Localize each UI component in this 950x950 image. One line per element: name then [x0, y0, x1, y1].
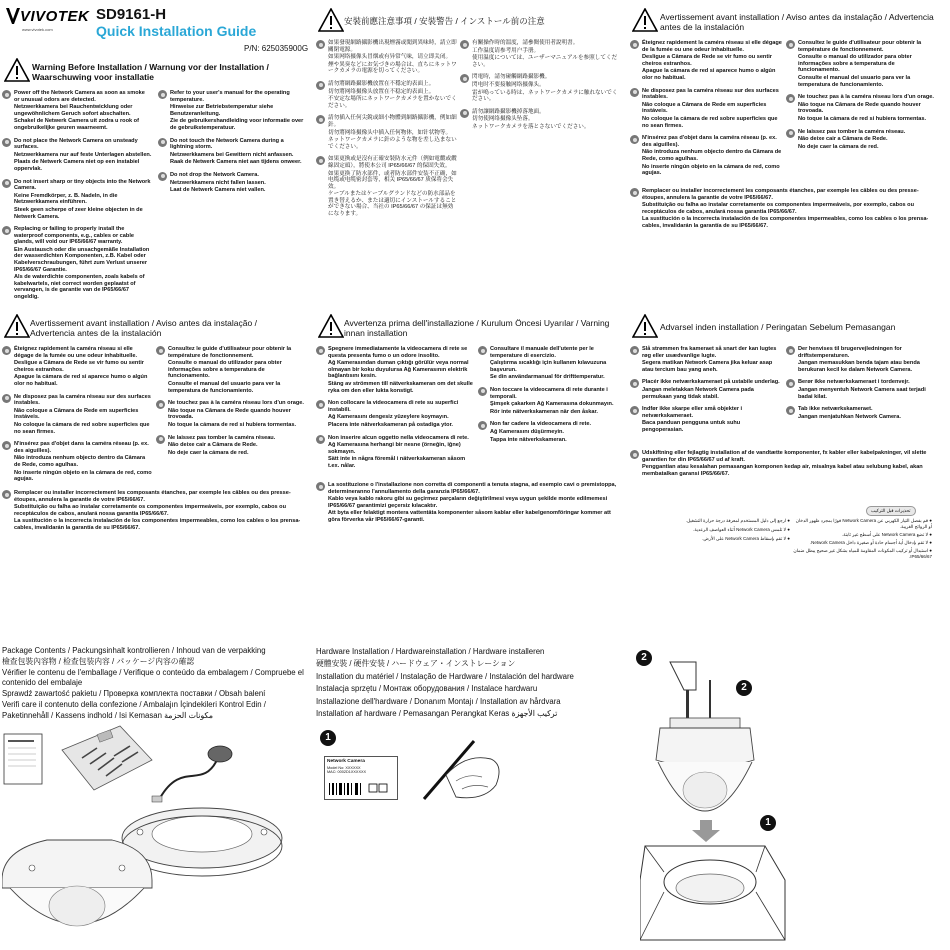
warning-text: Consultez le guide d'utilisateur pour obtenir la température de fonctionnement.: [168, 346, 292, 359]
p6-full-col: [630, 450, 936, 483]
warning-item: [2, 394, 152, 436]
bullet-icon: [2, 346, 11, 355]
warning-text: Não deixe cair a Câmara de Rede.: [168, 442, 258, 449]
heading-line: Installazione dell'hardware / Donanım Montajı / Installation av hårdvara: [316, 696, 561, 706]
warning-item: [2, 490, 306, 532]
bullet-icon: [2, 441, 11, 450]
warning-item: [786, 406, 936, 420]
warning-text: 如果网络摄像头冒烟或有异常气味，请立即关闭。: [328, 54, 452, 61]
warning-item: [630, 379, 782, 400]
warning-text: Berør ikke netværkskameraet i tordenvejr.: [798, 379, 910, 386]
warning-icon: [632, 314, 658, 338]
warning-text: Kablo veya kablo rakoru gibi su geçirmez parçaların değiştirilmesi veya uygun şekilde monte edilmemesi IP65/66/67 garantimizi geçersiz kılacaktır.: [328, 496, 608, 509]
bullet-icon: [460, 109, 469, 118]
warning-text: Non far cadere la videocamera di rete.: [490, 421, 592, 428]
warning-text: No inserte ningún objeto en la cámara de red, como agujas.: [642, 163, 780, 177]
warning-text: 請勿將網路攝影機放置在不穩定的表面上。: [328, 80, 435, 87]
bullet-icon: [786, 40, 795, 49]
p5-full-col: [316, 482, 620, 530]
warning-text: Do not drop the Network Camera.: [170, 171, 259, 178]
bullet-icon: [156, 346, 165, 355]
warning-text: No coloque la cámara de red sobre superficies que no sean firmes.: [14, 421, 150, 435]
p5-title: Avvertenza prima dell'installazione / Kurulum Öncesi Uyarılar / Varning innan installation: [344, 318, 610, 338]
hand-writing-pen-illustration: [416, 735, 506, 805]
warning-item: [156, 400, 306, 428]
warning-text: Ne laissez pas tomber la caméra réseau.: [168, 434, 276, 441]
warning-text: Jangan memasukkan benda tajam atau benda berukuran kecil ke dalam Network Camera.: [798, 360, 920, 373]
warning-text: 使用温度については、ユーザーマニュアルを参照してください。: [472, 55, 618, 68]
logo-text: VIVOTEK: [20, 8, 90, 25]
warning-text: Jangan menyentuh Network Camera saat terjadi badai kilat.: [798, 386, 926, 400]
p6-left-col: [630, 346, 782, 440]
warning-text: Remplacer ou installer incorrectement les composants étanches, par exemple les câbles ou des presse-étoupes, annulera la garantie de votre IP65/66/67.: [14, 490, 291, 503]
warning-text: 閃电时不要接触网络摄像头。: [472, 81, 545, 88]
bullet-icon: [316, 40, 325, 49]
warning-item: [478, 421, 618, 443]
warning-item: [158, 90, 306, 132]
warning-text: Consulte el manual del usuario para ver la temperatura de funcionamiento.: [168, 380, 281, 394]
p1-title: Warning Before Installation / Warnung vor der Installation / Waarschuwing voor installatie: [32, 62, 269, 82]
warning-item: [316, 81, 458, 109]
warning-item: [630, 406, 782, 433]
heading-line: Installation af hardware / Pemasangan Perangkat Keras تركيب الأجهزة: [316, 709, 558, 719]
warning-text: 切勿將网络摄像头中插入任何物体，如针状物等。: [328, 129, 452, 136]
bullet-icon: [316, 81, 325, 90]
warning-text: 工作温度请参考用户手册。: [472, 47, 540, 54]
heading-line: Installation du matériel / Instalação de Hardware / Instalación del hardware: [316, 671, 574, 681]
warning-text: Remplacer ou installer incorrectement les composants étanches, par exemple les câbles ou des presse-étoupes, annulera la garantie de votre IP65/66/67.: [642, 188, 919, 201]
bullet-icon: [630, 406, 639, 415]
bullet-icon: [156, 435, 165, 444]
warning-text: Çalıştırma sıcaklığı için kullanım kılavuzuna başvurun.: [490, 360, 607, 373]
p1-right-col: [158, 90, 306, 200]
warning-item: [156, 435, 306, 457]
warning-text: N'insérez pas d'objet dans la caméra réseau (p. ex. des aiguilles).: [14, 441, 149, 454]
bullet-icon: [316, 400, 325, 409]
bullet-icon: [316, 156, 325, 165]
warning-text: Consulte el manual del usuario para ver la temperatura de funcionamiento.: [798, 74, 911, 88]
warning-text: Ne laissez pas tomber la caméra réseau.: [798, 128, 906, 135]
p3-right-col: [786, 40, 936, 156]
warning-text: Att byta eller felaktigt montera vattentäta komponenter såsom kablar eller kabelgenomföringar kommer att göra förverka vår IP65/66/67-garanti.: [328, 510, 611, 523]
warning-text: Plaats de Netwerk Camera niet op een instabiel oppervlak.: [14, 159, 140, 172]
p3-title: Avertissement avant installation / Aviso antes da instalação / Advertencia antes de la instalación: [660, 12, 934, 32]
warning-item: [158, 172, 306, 194]
warning-item: [630, 135, 782, 177]
warning-text: Não toque na Câmara de Rede quando houver trovoada.: [798, 101, 921, 115]
warning-text: Ağ Kamerasını dengesiz yüzeylere koymayın.: [328, 414, 449, 421]
step-1-badge-panel9: 1: [760, 815, 776, 831]
warning-text: Spegnere immediatamente la videocamera di rete se questa presenta fumo o un odore insolito.: [328, 346, 468, 359]
warning-item: [2, 226, 152, 301]
warning-text: Zie de gebruikershandleiding voor informatie over de gebruikstemperatuur.: [170, 118, 304, 131]
warning-icon: [4, 314, 30, 338]
warning-item: [316, 40, 458, 75]
warning-text: Netzwerkkamera bei Gewittern nicht anfassen.: [170, 151, 294, 158]
warning-text: 不安定な場所にネットワークカメラを置かないでください。: [328, 96, 457, 109]
warning-text: 請勿讓網路攝影機掉落地面。: [472, 108, 545, 115]
arabic-warnings-left: [650, 518, 790, 545]
warning-text: Ein Austausch oder die unsachgemäße Installation der wasserdichten Komponenten, z.B. Kabel oder Kabelverschraubungen, führt zum Verlust unserer IP65/66/67 Garantie.: [14, 246, 150, 273]
arabic-warning-line: ● لا تضع Network Camera على أسطح غير ثابتة.: [842, 532, 932, 537]
warning-icon: [318, 8, 344, 32]
warning-text: No deje caer la cámara de red.: [798, 143, 879, 150]
warning-item: [478, 346, 618, 381]
heading-line: Package Contents / Packungsinhalt kontrollieren / Inhoud van de verpakking: [2, 646, 266, 655]
bullet-icon: [786, 346, 795, 355]
bullet-icon: [478, 421, 487, 430]
product-label: [324, 756, 398, 800]
warning-item: [460, 40, 618, 68]
bullet-icon: [786, 129, 795, 138]
bullet-icon: [478, 387, 487, 396]
warning-item: [786, 94, 936, 122]
warning-text: Replacing or failing to properly install the waterproof components, e.g., cables or cable glands, will void our IP65/66/67 warranty.: [14, 226, 134, 246]
arabic-warnings-right: [792, 518, 932, 562]
warning-item: [316, 115, 458, 150]
bullet-icon: [2, 226, 11, 235]
warning-text: Ne touchez pas à la caméra réseau lors d'un orage.: [798, 94, 934, 101]
heading-line: 檢查包裝內容物 / 检查包装内容 / パッケージ内容の確認: [2, 656, 195, 666]
warning-text: Ağ Kamerasından duman çıktığı görülür veya normal olmayan bir koku duyulursa Ağ Kamerasının elektrik bağlantısını kesin.: [328, 360, 469, 380]
warning-text: Placér ikke netværkskameraet på ustabile underlag.: [642, 379, 780, 386]
bullet-icon: [158, 90, 167, 99]
warning-item: [316, 482, 620, 524]
bullet-icon: [630, 135, 639, 144]
warning-text: Ağ Kamerasını düşürmeyin.: [490, 428, 564, 435]
warning-text: Power off the Network Camera as soon as smoke or unusual odors are detected.: [14, 90, 145, 103]
warning-text: Consulte o manual do utilizador para obter informações sobre a temperatura de funcionamento.: [798, 54, 912, 74]
warning-text: Ağ Kamerasına herhangi bir nesne (örneğin, iğne) sokmayın.: [328, 442, 461, 455]
warning-text: Tappa inte nätverkskameran.: [490, 436, 567, 443]
bullet-icon: [786, 379, 795, 388]
package-contents-heading: [2, 646, 308, 722]
warning-text: Ne disposez pas la caméra réseau sur des surfaces instables.: [14, 393, 151, 407]
heading-line: Hardware Installation / Hardwareinstallation / Hardware installeren: [316, 647, 545, 656]
heading-line: Sprawdź zawartość pakietu / Проверка комплекта поставки / Obsah balení: [2, 689, 266, 699]
warning-text: Substituição ou falha ao instalar corretamente os componentes impermeáveis, por exemplo, cabos ou receptáculos de cabos, anulará nossa garantia IP65/66/67.: [642, 202, 914, 215]
warning-text: La sustitución o la incorrecta instalación de los componentes impermeables, como los cables o los prensa-cables, invalidarán la garantía de su IP65/66/67.: [14, 518, 301, 531]
warning-text: Não introduza nenhum objecto dentro da Câmara de Rede, como agulhas.: [14, 455, 146, 468]
warning-item: [786, 129, 936, 151]
warning-item: [316, 346, 474, 394]
warning-text: Segera matikan Network Camera jika keluar asap atau tercium bau yang aneh.: [642, 360, 773, 373]
warning-text: Indfør ikke skarpe eller små objekter i netværkskameraet.: [642, 406, 743, 419]
warning-text: Refer to your user's manual for the operating temperature.: [170, 90, 290, 103]
hex-key-icon: [710, 680, 720, 720]
p1-left-col: [2, 90, 152, 307]
warning-text: Consultare il manuale dell'utente per le temperature di esercizio.: [490, 346, 594, 359]
bullet-icon: [156, 400, 165, 409]
bullet-icon: [316, 435, 325, 444]
warning-text: La sostituzione o l'installazione non corretta di componenti a tenuta stagna, ad esempio cavi o premistoppa, determineranno l'annullamento della garanzia IP65/66/67.: [328, 482, 617, 495]
warning-text: Non toccare la videocamera di rete durante i temporali.: [490, 386, 608, 400]
screw-pack-icon: [62, 726, 152, 790]
arabic-warning-line: ● ارجع إلى دليل المستخدم لمعرفة درجة حرارة التشغيل.: [685, 518, 790, 523]
part-number: P/N: 625035900G: [244, 44, 309, 53]
warning-icon: [4, 58, 30, 82]
bullet-icon: [630, 379, 639, 388]
bullet-icon: [316, 346, 325, 355]
warning-text: Penggantian atau kesalahan pemasangan komponen kedap air, misalnya kabel atau selubung kabel, akan membatalkan garansi IP65/66/67.: [642, 464, 923, 477]
p2-title: 安裝前應注意事項 / 安裝警告 / インストール前の注意: [344, 16, 545, 26]
bullet-icon: [630, 40, 639, 49]
warning-text: Não toque na Câmara de Rede quando houver trovoada.: [168, 407, 291, 421]
warning-text: Non inserire alcun oggetto nella videocamera di rete.: [328, 434, 469, 441]
warning-item: [460, 74, 618, 102]
heading-line: Instalacja sprzętu / Монтаж оборудования / Instalace hardwaru: [316, 684, 538, 694]
warning-text: Tab ikke netværkskameraet.: [798, 406, 873, 413]
warning-text: Do not touch the Network Camera during a lightning storm.: [170, 137, 284, 151]
warning-text: Consultez le guide d'utilisateur pour obtenir la température de fonctionnement.: [798, 40, 922, 53]
warning-item: [2, 441, 152, 483]
warning-item: [786, 40, 936, 88]
warning-text: Ne disposez pas la caméra réseau sur des surfaces instables.: [642, 87, 779, 101]
bullet-icon: [316, 115, 325, 124]
p3-full-col: [630, 188, 936, 236]
warning-text: Desligue a Câmara de Rede se vir fumo ou sentir cheiros estranhos.: [14, 360, 144, 373]
arabic-warning-line: ● لا تقم بإسقاط Network Camera على الأرض.: [702, 536, 790, 541]
warning-item: [2, 179, 152, 221]
warning-text: Substituição ou falha ao instalar corretamente os componentes impermeáveis, por exemplo, cabos ou receptáculos de cabos, anulará nossa garantia IP65/66/67.: [14, 504, 286, 517]
p2-right-col: [460, 40, 618, 137]
barcode-icon: [329, 783, 389, 795]
warning-text: Udskiftning eller fejlagtig installation af de vandtætte komponenter, fx kabler eller kabelpakninger, vil slette garantien for din IP65/66/67 ud af kraft.: [642, 450, 927, 463]
bullet-icon: [2, 394, 11, 403]
warning-text: Se din användarmanual för drifttemperatur.: [490, 374, 605, 381]
warning-text: Rör inte nätverkskameran när den åskar.: [490, 408, 598, 415]
guide-title: Quick Installation Guide: [96, 23, 257, 39]
camera-mounting-illustration: [640, 660, 810, 945]
warning-text: Stäng av strömmen till nätverkskameran om det skulle ryka om den eller lukta konstigt.: [328, 380, 473, 394]
vivotek-logo: [4, 6, 90, 34]
logo-url: www.vivotek.com: [22, 27, 53, 32]
warning-text: 如果更換或是沒有正確安裝防水元件（例如電纜或纜線固定頭），將使本公司 IP65/66/67 的保固失效。: [328, 156, 457, 169]
bullet-icon: [786, 94, 795, 103]
label-title: Network Camera: [327, 759, 365, 764]
p5-right-col: [478, 346, 618, 449]
package-contents-illustration: [2, 720, 308, 945]
warning-text: 切勿將网络摄像头放置在不稳定的表面上。: [328, 88, 435, 95]
step-1-badge: 1: [320, 730, 336, 746]
warning-text: Sätt inte in några föremål i nätverkskameran såsom t.ex. nålar.: [328, 456, 466, 469]
warning-text: No coloque la cámara de red sobre superficies que no sean firmes.: [642, 115, 778, 129]
warning-item: [2, 346, 152, 388]
warning-text: Ne touchez pas à la caméra réseau lors d'un orage.: [168, 400, 304, 407]
warning-text: Não coloque a Câmara de Rede em superficies instáveis.: [14, 407, 139, 421]
warning-text: 如果更换了防水部件，或者防水部件安装不正确，如电缆或电缆密封套等，相关 IP65/66/67 质保将会失效。: [328, 170, 457, 190]
warning-text: Steek geen scherpe of zeer kleine objecten in de Netwerk Camera.: [14, 206, 143, 220]
warning-text: Als de waterdichte componenten, zoals kabels of kabelwartels, niet correct worden geplaatst of vervangen, is de garantie van de IP65/66/67 ongeldig.: [14, 274, 145, 301]
warning-item: [316, 435, 474, 470]
warning-item: [630, 40, 782, 82]
warning-icon: [632, 8, 658, 32]
warning-item: [630, 188, 936, 230]
warning-text: Hinweise zur Betriebstemperatur siehe Benutzeranleitung.: [170, 104, 274, 117]
bullet-icon: [478, 346, 487, 355]
warning-text: Netzwerkkamera nicht fallen lassen.: [170, 179, 266, 186]
warning-icon: [318, 314, 344, 338]
warning-text: No inserte ningún objeto en la cámara de red, como agujas.: [14, 469, 152, 483]
arrow-down-icon: [692, 820, 720, 842]
warning-text: Raak de Netwerk Camera niet aan tijdens onweer.: [170, 159, 302, 166]
warning-text: ネットワークカメラを落とさないでください。: [472, 123, 590, 130]
warning-item: [156, 346, 306, 394]
warning-text: 有關操作時的溫度，請參閱使用者說明書。: [472, 40, 579, 46]
arabic-warning-badge: تحذيرات قبل التركيب: [866, 506, 916, 516]
model-number: SD9161-H: [96, 6, 167, 23]
p5-left-col: [316, 346, 474, 476]
warning-text: Não deixe cair a Câmara de Rede.: [798, 136, 888, 143]
warning-text: Consulte o manual do utilizador para obter informações sobre a temperatura de funcionamento.: [168, 360, 282, 380]
foam-box-icon: [640, 846, 785, 940]
warning-text: No toque la cámara de red si hubiera tormentas.: [798, 115, 927, 122]
warning-text: Éteignez rapidement la caméra réseau si elle dégage de la fumée ou une odeur inhabituelle.: [14, 346, 138, 359]
bullet-icon: [630, 88, 639, 97]
warning-text: Şimşek çakarken Ağ Kamerasına dokunmayın.: [490, 401, 614, 408]
bullet-icon: [158, 138, 167, 147]
dome-camera-icon: [656, 718, 754, 811]
p4-left-col: [2, 346, 152, 489]
warning-item: [786, 346, 936, 373]
warning-text: Do not insert sharp or tiny objects into the Network Camera.: [14, 178, 151, 192]
step-2-badge-secondary: 2: [736, 680, 752, 696]
heading-line: Vérifier le contenu de l'emballage / Verifique o conteúdo da embalagem / Compruebe el contenido del embalaje: [2, 667, 304, 688]
hardware-installation-heading: [316, 646, 626, 720]
warning-text: 煙や異臭などにお気づきの場合は、直ちにネットワークカメラの電源を切ってください。: [328, 61, 457, 75]
warning-text: 請勿插入任何尖銳或細小物體到網路攝影機，例如細針。: [328, 115, 457, 128]
bullet-icon: [460, 74, 469, 83]
warning-text: Schakel de Netwerk Camera uit zodra u rook of ongebruikelijke geuren waarneemt.: [14, 118, 139, 131]
arabic-warning-line: ● استبدال أو تركيب المكونات المقاومة للمياه بشكل غير صحيح يبطل ضمان IP65/66/67.: [793, 548, 932, 559]
bullet-icon: [460, 40, 469, 49]
warning-text: Non collocare la videocamera di rete su superfici instabili.: [328, 400, 459, 413]
warning-text: Netzwerkkamera nur auf feste Unterlagen abstellen.: [14, 151, 152, 158]
warning-item: [630, 88, 782, 130]
heading-line: 硬體安裝 / 硬件安装 / ハードウェア・インストレーション: [316, 659, 516, 669]
warning-text: Do not place the Network Camera on unsteady surfaces.: [14, 137, 138, 151]
warning-text: Slå strømmen fra kameraet så snart der kan lugtes røg eller usædvanlige lugte.: [642, 346, 777, 359]
bullet-icon: [630, 450, 639, 459]
warning-item: [158, 138, 306, 166]
warning-text: 雷が鳴っている時は、ネットワークカメラに触れないでください。: [472, 89, 618, 103]
warning-text: ネットワークカメラに針のような物を差し込まないでください。: [328, 137, 457, 150]
arabic-warning-line: ● قم بفصل التيار الكهربي عن Network Camera فورًا بمجرد ظهور الدخان أو الروائح الغريبة.: [795, 518, 932, 529]
warning-text: 閃電時，請勿碰觸網路攝影機。: [472, 74, 551, 81]
warning-item: [316, 156, 458, 217]
warning-text: Não introduza nenhum objecto dentro da Câmara de Rede, como agulhas.: [642, 149, 782, 162]
warning-item: [786, 379, 936, 400]
warning-text: ケーブルまたはケーブルグランドなどの防水部品を置き替えるか、または適切にインストールすることができない場合、当社の IP65/66/67 の保証は無効になります。: [328, 191, 457, 218]
warning-text: 切勿使网络摄像头坠落。: [472, 116, 534, 123]
bullet-icon: [2, 179, 11, 188]
cable-icon: [152, 746, 232, 802]
bullet-icon: [158, 172, 167, 181]
logo-mark-icon: [6, 8, 20, 24]
bullet-icon: [2, 490, 11, 499]
warning-text: Jangan meletakkan Network Camera pada permukaan yang tidak stabil.: [642, 386, 754, 400]
bullet-icon: [316, 482, 325, 491]
warning-item: [630, 346, 782, 373]
warning-item: [630, 450, 936, 477]
label-mac: MAC: 0002D1XXXXXX: [327, 770, 367, 774]
warning-text: No toque la cámara de red si hubiera tormentas.: [168, 421, 297, 428]
warning-item: [460, 109, 618, 131]
warning-text: Apague la cámara de red si aparece humo o algún olor no habitual.: [14, 374, 148, 387]
bullet-icon: [2, 90, 11, 99]
arabic-warning-line: ● لا تقم بإدخال أية أجسام حادة أو صغيرة داخل Network Camera.: [809, 540, 932, 545]
warning-text: Placera inte nätverkskameran på ostadiga ytor.: [328, 421, 453, 428]
p4-full-col: [2, 490, 306, 538]
warning-text: Não coloque a Câmara de Rede em superficies instáveis.: [642, 101, 767, 115]
warning-text: N'insérez pas d'objet dans la caméra réseau (p. ex. des aiguilles).: [642, 135, 777, 148]
warning-text: Laat de Netwerk Camera niet vallen.: [170, 187, 266, 194]
warning-text: Der henvises til brugervejledningen for driftstemperaturen.: [798, 346, 902, 359]
p6-right-col: [786, 346, 936, 426]
p3-left-col: [630, 40, 782, 183]
warning-text: Éteignez rapidement la caméra réseau si elle dégage de la fumée ou une odeur inhabituelle.: [642, 40, 782, 53]
warning-item: [478, 387, 618, 415]
warning-text: Apague la cámara de red si aparece humo o algún olor no habitual.: [642, 68, 776, 81]
warning-text: Jangan menjatuhkan Network Camera.: [798, 413, 901, 420]
heading-line: Verifi care il contenuto della confezione / Ambalajın İçindekileri Kontrol Edin / Paketinnehåll / Kassens indhold / Isi Kemasan مكونات الحزمة: [2, 699, 266, 720]
bullet-icon: [2, 138, 11, 147]
manual-sheet-icon: [4, 734, 42, 784]
bullet-icon: [630, 188, 639, 197]
p4-right-col: [156, 346, 306, 462]
label-model: Model No: XXXXXX: [327, 766, 361, 770]
arabic-warning-line: ● لا تلمس Network Camera أثناء العواصف الرعدية.: [693, 527, 790, 532]
p6-title: Advarsel inden installation / Peringatan Sebelum Pemasangan: [660, 322, 896, 332]
warning-text: No deje caer la cámara de red.: [168, 449, 249, 456]
warning-text: La sustitución o la incorrecta instalación de los componentes impermeables, como los cables o los prensa-cables, invalidarán la garantía de su IP65/66/67.: [642, 216, 929, 229]
p2-left-col: [316, 40, 458, 224]
warning-text: Baca panduan pengguna untuk suhu pengoperasian.: [642, 420, 741, 433]
warning-item: [316, 400, 474, 428]
warning-item: [2, 90, 152, 132]
warning-text: Netzwerkkamera bei Rauchentwicklung oder ungewöhnlichem Geruch sofort abschalten.: [14, 104, 133, 117]
bullet-icon: [786, 406, 795, 415]
bullet-icon: [630, 346, 639, 355]
warning-item: [2, 138, 152, 173]
warning-text: Keine Fremdkörper, z. B. Nadeln, in die Netzwerkkamera einführen.: [14, 192, 118, 206]
warning-text: Desligue a Câmara de Rede se vir fumo ou sentir cheiros estranhos.: [642, 54, 772, 67]
warning-text: 如果發現網路攝影機出現煙霧或聞到異味時，請立即關閉電源。: [328, 40, 457, 53]
dome-camera-icon: [2, 840, 152, 926]
step-2-badge: 2: [636, 650, 652, 666]
p4-title: Avertissement avant installation / Aviso antes da instalação / Advertencia antes de la instalación: [30, 318, 257, 338]
